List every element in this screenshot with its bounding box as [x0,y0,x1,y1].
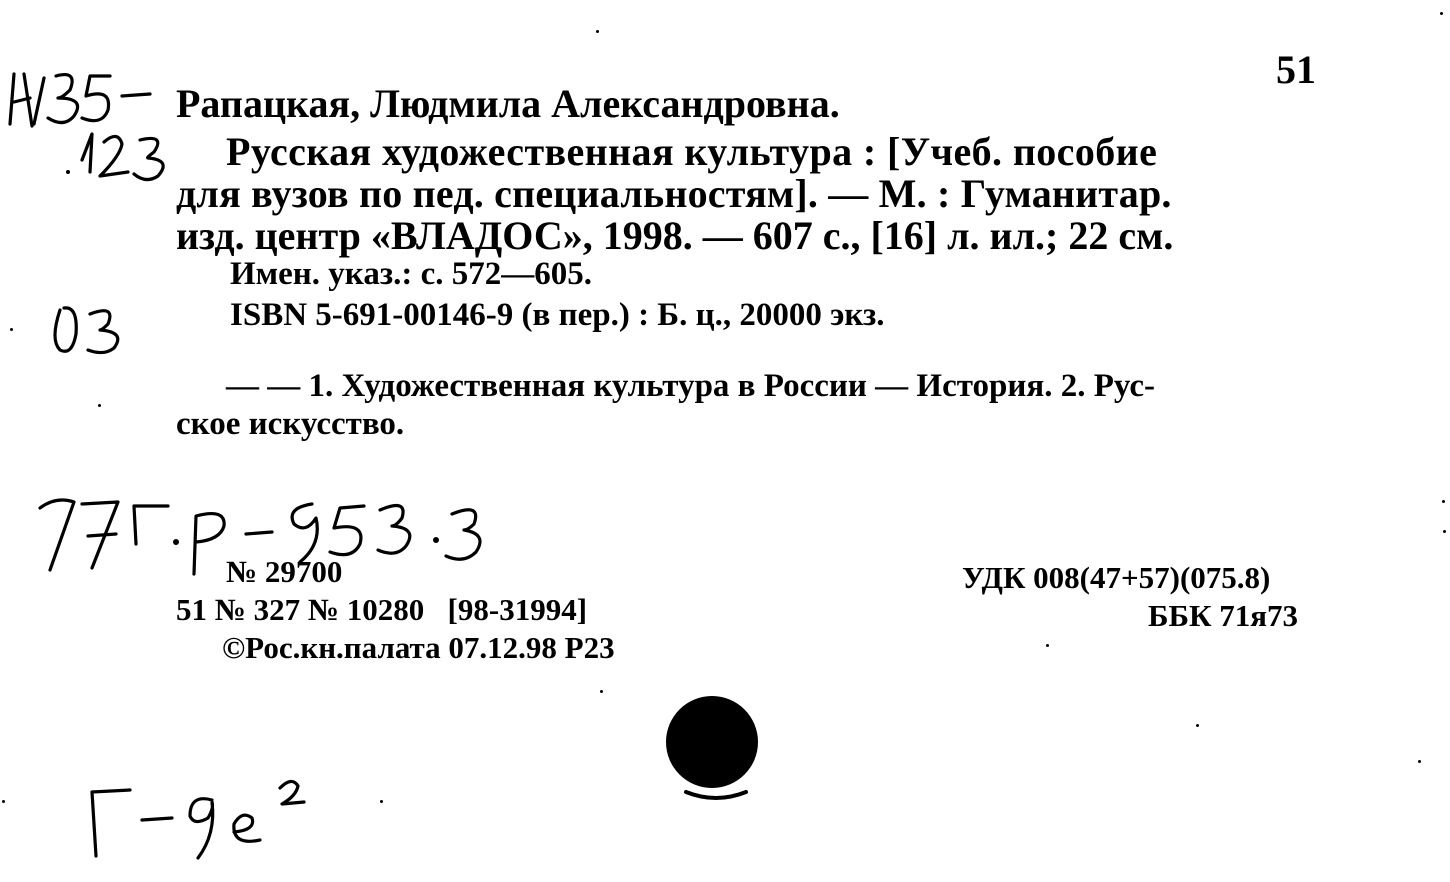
page-number: 51 [1276,47,1316,92]
isbn-line: ISBN 5-691-00146-9 (в пер.) : Б. ц., 20000 экз. [230,297,885,333]
scan-speck [380,800,383,803]
udk-code: УДК 008(47+57)(075.8) [962,560,1271,595]
author-heading: Рапацкая, Людмила Александровна. [176,81,840,126]
scan-speck [1440,12,1443,15]
registration-line: 51 № 327 № 10280 [98-31994] [176,592,588,627]
scan-speck [1418,760,1421,763]
scan-speck [10,328,13,331]
scan-speck [2,800,5,803]
scan-speck [98,404,101,407]
bbk-code: ББК 71я73 [1148,598,1298,633]
scan-speck [1046,644,1049,647]
record-number: № 29700 [226,554,343,589]
punched-hole [666,696,758,788]
title-line-3: изд. центр «ВЛАДОС», 1998. — 607 с., [16] л. ил.; 22 см. [176,213,1174,258]
scan-speck [596,30,599,33]
handwritten-code-left [52,300,132,360]
copyright-line: ©Рос.кн.палата 07.12.98 Р23 [222,630,615,665]
scan-speck [1442,500,1445,503]
subjects-line-2: ское искусство. [176,406,405,442]
punched-hole-rim [684,788,748,802]
subjects-line-1: — — 1. Художественная культура в России — История. 2. Рус- [226,368,1155,404]
scan-speck [1443,530,1446,533]
handwritten-call-number-bottom [62,128,182,184]
scan-speck [600,690,603,693]
title-line-2: для вузов по пед. специальностям]. — М. : Гуманитар. [176,171,1172,216]
handwritten-location-mark [86,764,326,864]
scan-speck [1196,724,1199,727]
index-note: Имен. указ.: с. 572—605. [230,256,592,292]
title-line-1: Русская художественная культура : [Учеб. пособие [226,129,1158,174]
handwritten-call-number-top [8,66,158,128]
handwritten-shelf-mark [36,488,486,578]
